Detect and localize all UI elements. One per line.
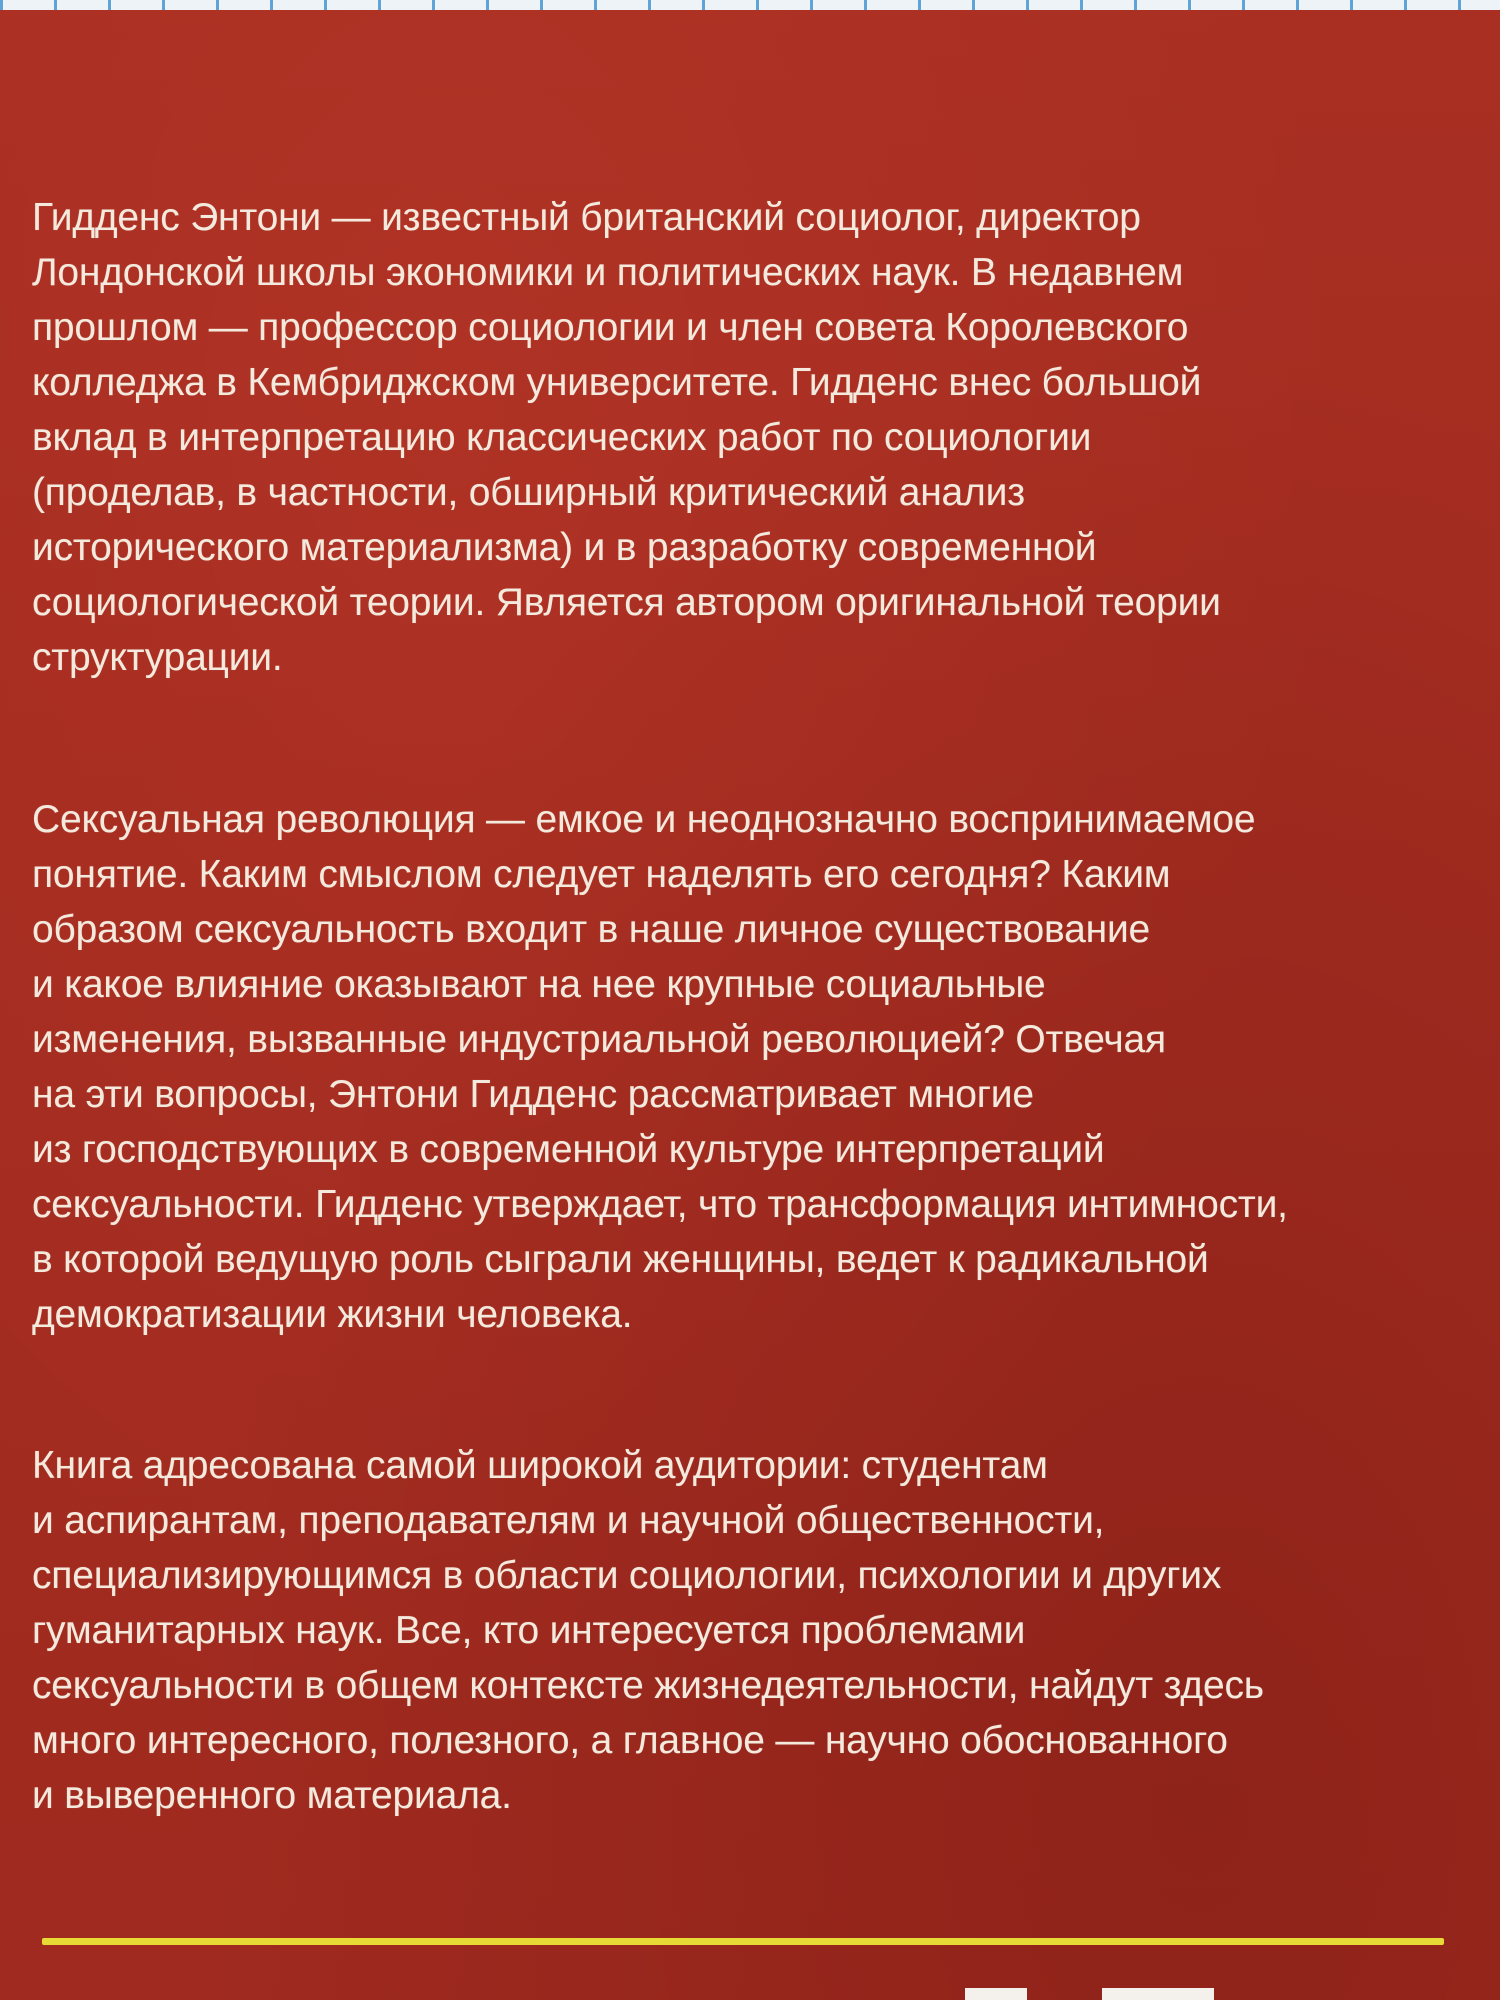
text-line: изменения, вызванные индустриальной революцией? Отвечая bbox=[32, 1018, 1166, 1061]
text-line: прошлом — профессор социологии и член совета Королевского bbox=[32, 306, 1189, 349]
text-line: гуманитарных наук. Все, кто интересуется проблемами bbox=[32, 1609, 1026, 1652]
text-line: и аспирантам, преподавателям и научной общественности, bbox=[32, 1499, 1105, 1542]
text-line: вклад в интерпретацию классических работ по социологии bbox=[32, 416, 1092, 459]
text-line: образом сексуальность входит в наше личное существование bbox=[32, 908, 1151, 951]
text-line: исторического материализма) и в разработку современной bbox=[32, 526, 1097, 569]
author-bio-paragraph bbox=[32, 190, 1462, 685]
text-line: и какое влияние оказывают на нее крупные социальные bbox=[32, 963, 1046, 1006]
text-line: и выверенного материала. bbox=[32, 1774, 512, 1817]
text-line: структурации. bbox=[32, 636, 283, 679]
text-line: социологической теории. Является автором оригинальной теории bbox=[32, 581, 1221, 624]
text-line: сексуальности. Гидденс утверждает, что трансформация интимности, bbox=[32, 1183, 1288, 1226]
text-line: на эти вопросы, Энтони Гидденс рассматривает многие bbox=[32, 1073, 1034, 1116]
book-summary-paragraph bbox=[32, 792, 1462, 1342]
text-line: Сексуальная революция — емкое и неоднозначно воспринимаемое bbox=[32, 798, 1256, 841]
text-line: демократизации жизни человека. bbox=[32, 1293, 633, 1336]
audience-paragraph bbox=[32, 1438, 1462, 1823]
text-line: в которой ведущую роль сыграли женщины, ведет к радикальной bbox=[32, 1238, 1209, 1281]
text-line: понятие. Каким смыслом следует наделять его сегодня? Каким bbox=[32, 853, 1171, 896]
text-line: сексуальности в общем контексте жизнедеятельности, найдут здесь bbox=[32, 1664, 1264, 1707]
text-line: специализирующимся в области социологии, психологии и других bbox=[32, 1554, 1222, 1597]
text-line: колледжа в Кембриджском университете. Гидденс внес большой bbox=[32, 361, 1202, 404]
yellow-divider-rule bbox=[42, 1938, 1444, 1945]
text-line: Лондонской школы экономики и политических наук. В недавнем bbox=[32, 251, 1184, 294]
text-line: много интересного, полезного, а главное — научно обоснованного bbox=[32, 1719, 1228, 1762]
text-line: Книга адресована самой широкой аудитории: студентам bbox=[32, 1444, 1048, 1487]
text-line: (проделав, в частности, обширный критический анализ bbox=[32, 471, 1025, 514]
barcode-label-edge bbox=[1102, 1988, 1214, 2000]
text-line: Гидденс Энтони — известный британский социолог, директор bbox=[32, 196, 1141, 239]
barcode-label-edge bbox=[965, 1988, 1027, 2000]
text-line: из господствующих в современной культуре интерпретаций bbox=[32, 1128, 1105, 1171]
book-back-cover bbox=[0, 10, 1500, 2000]
